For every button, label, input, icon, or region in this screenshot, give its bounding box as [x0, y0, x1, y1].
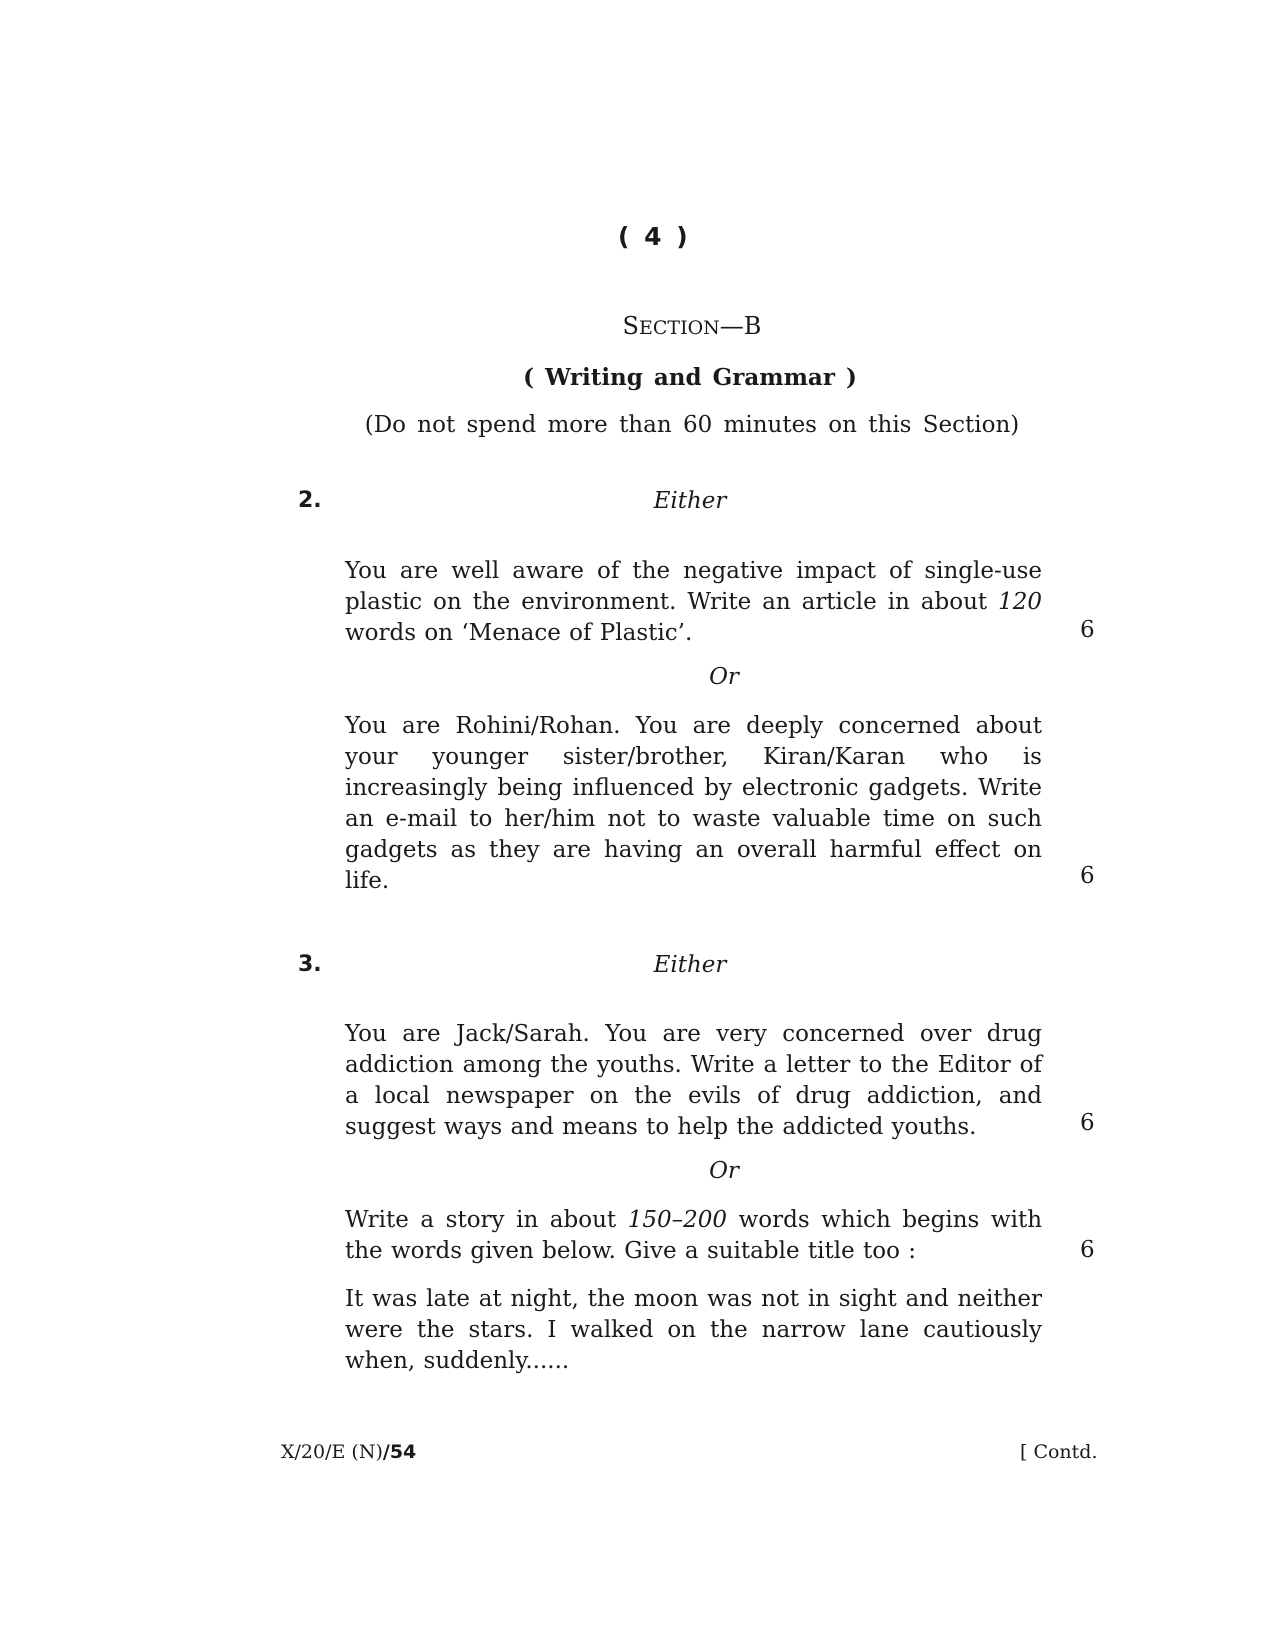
marks: 6	[1080, 1237, 1095, 1263]
paper-code	[281, 1441, 416, 1463]
story-start-text: It was late at night, the moon was not in sight and neither were the stars. I walked on the narrow lane cautiously when, suddenly......	[345, 1286, 1042, 1374]
question-option-text	[345, 1205, 1042, 1267]
marks: 6	[1080, 1110, 1095, 1136]
section-instruction: (Do not spend more than 60 minutes on this Section)	[364, 412, 1020, 438]
question-number: 3.	[298, 952, 322, 977]
continued-label: [ Contd.	[1020, 1441, 1098, 1463]
section-title-suffix: —B	[719, 312, 762, 340]
section-subtitle: ( Writing and Grammar )	[523, 364, 857, 391]
option-text-before: Write a story in about	[345, 1207, 628, 1233]
page-number: ( 4 )	[618, 222, 688, 251]
word-count: 120	[998, 589, 1042, 615]
question-option-text: You are Jack/Sarah. You are very concerned over drug addiction among the youths. Write a letter to the Editor of a local newspaper on the evils of drug addiction, and suggest ways and means to help the addicted youths.	[345, 1021, 1042, 1140]
or-label: Or	[709, 664, 739, 690]
marks: 6	[1080, 617, 1095, 643]
question-number: 2.	[298, 488, 322, 513]
question-option-text	[345, 556, 1042, 649]
either-label: Either	[653, 488, 727, 514]
section-title-smallcaps: ECTION	[639, 317, 720, 339]
either-label: Either	[653, 952, 727, 978]
section-title-prefix: S	[622, 312, 639, 340]
paper-code-prefix: X/20/E (N)	[281, 1441, 383, 1463]
section-title	[560, 312, 824, 340]
option-text-after: words on ‘Menace of Plastic’.	[345, 620, 693, 646]
paper-code-bold: /54	[382, 1441, 417, 1463]
option-text-after: words which begins with the words given below. Give a suitable title too :	[345, 1207, 1043, 1264]
question-option-text: You are Rohini/Rohan. You are deeply concerned about your younger sister/brother, Kiran/Karan who is increasingly being influenced by electronic gadgets. Write an e-mail to her/him not to waste valuable time on such gadgets as they are having an overall harmful effect on life.	[345, 713, 1042, 894]
or-label: Or	[709, 1158, 739, 1184]
option-text-before: You are well aware of the negative impact of single-use plastic on the environment. Write an article in about	[345, 558, 1042, 615]
marks: 6	[1080, 863, 1095, 889]
word-count: 150–200	[627, 1207, 728, 1233]
